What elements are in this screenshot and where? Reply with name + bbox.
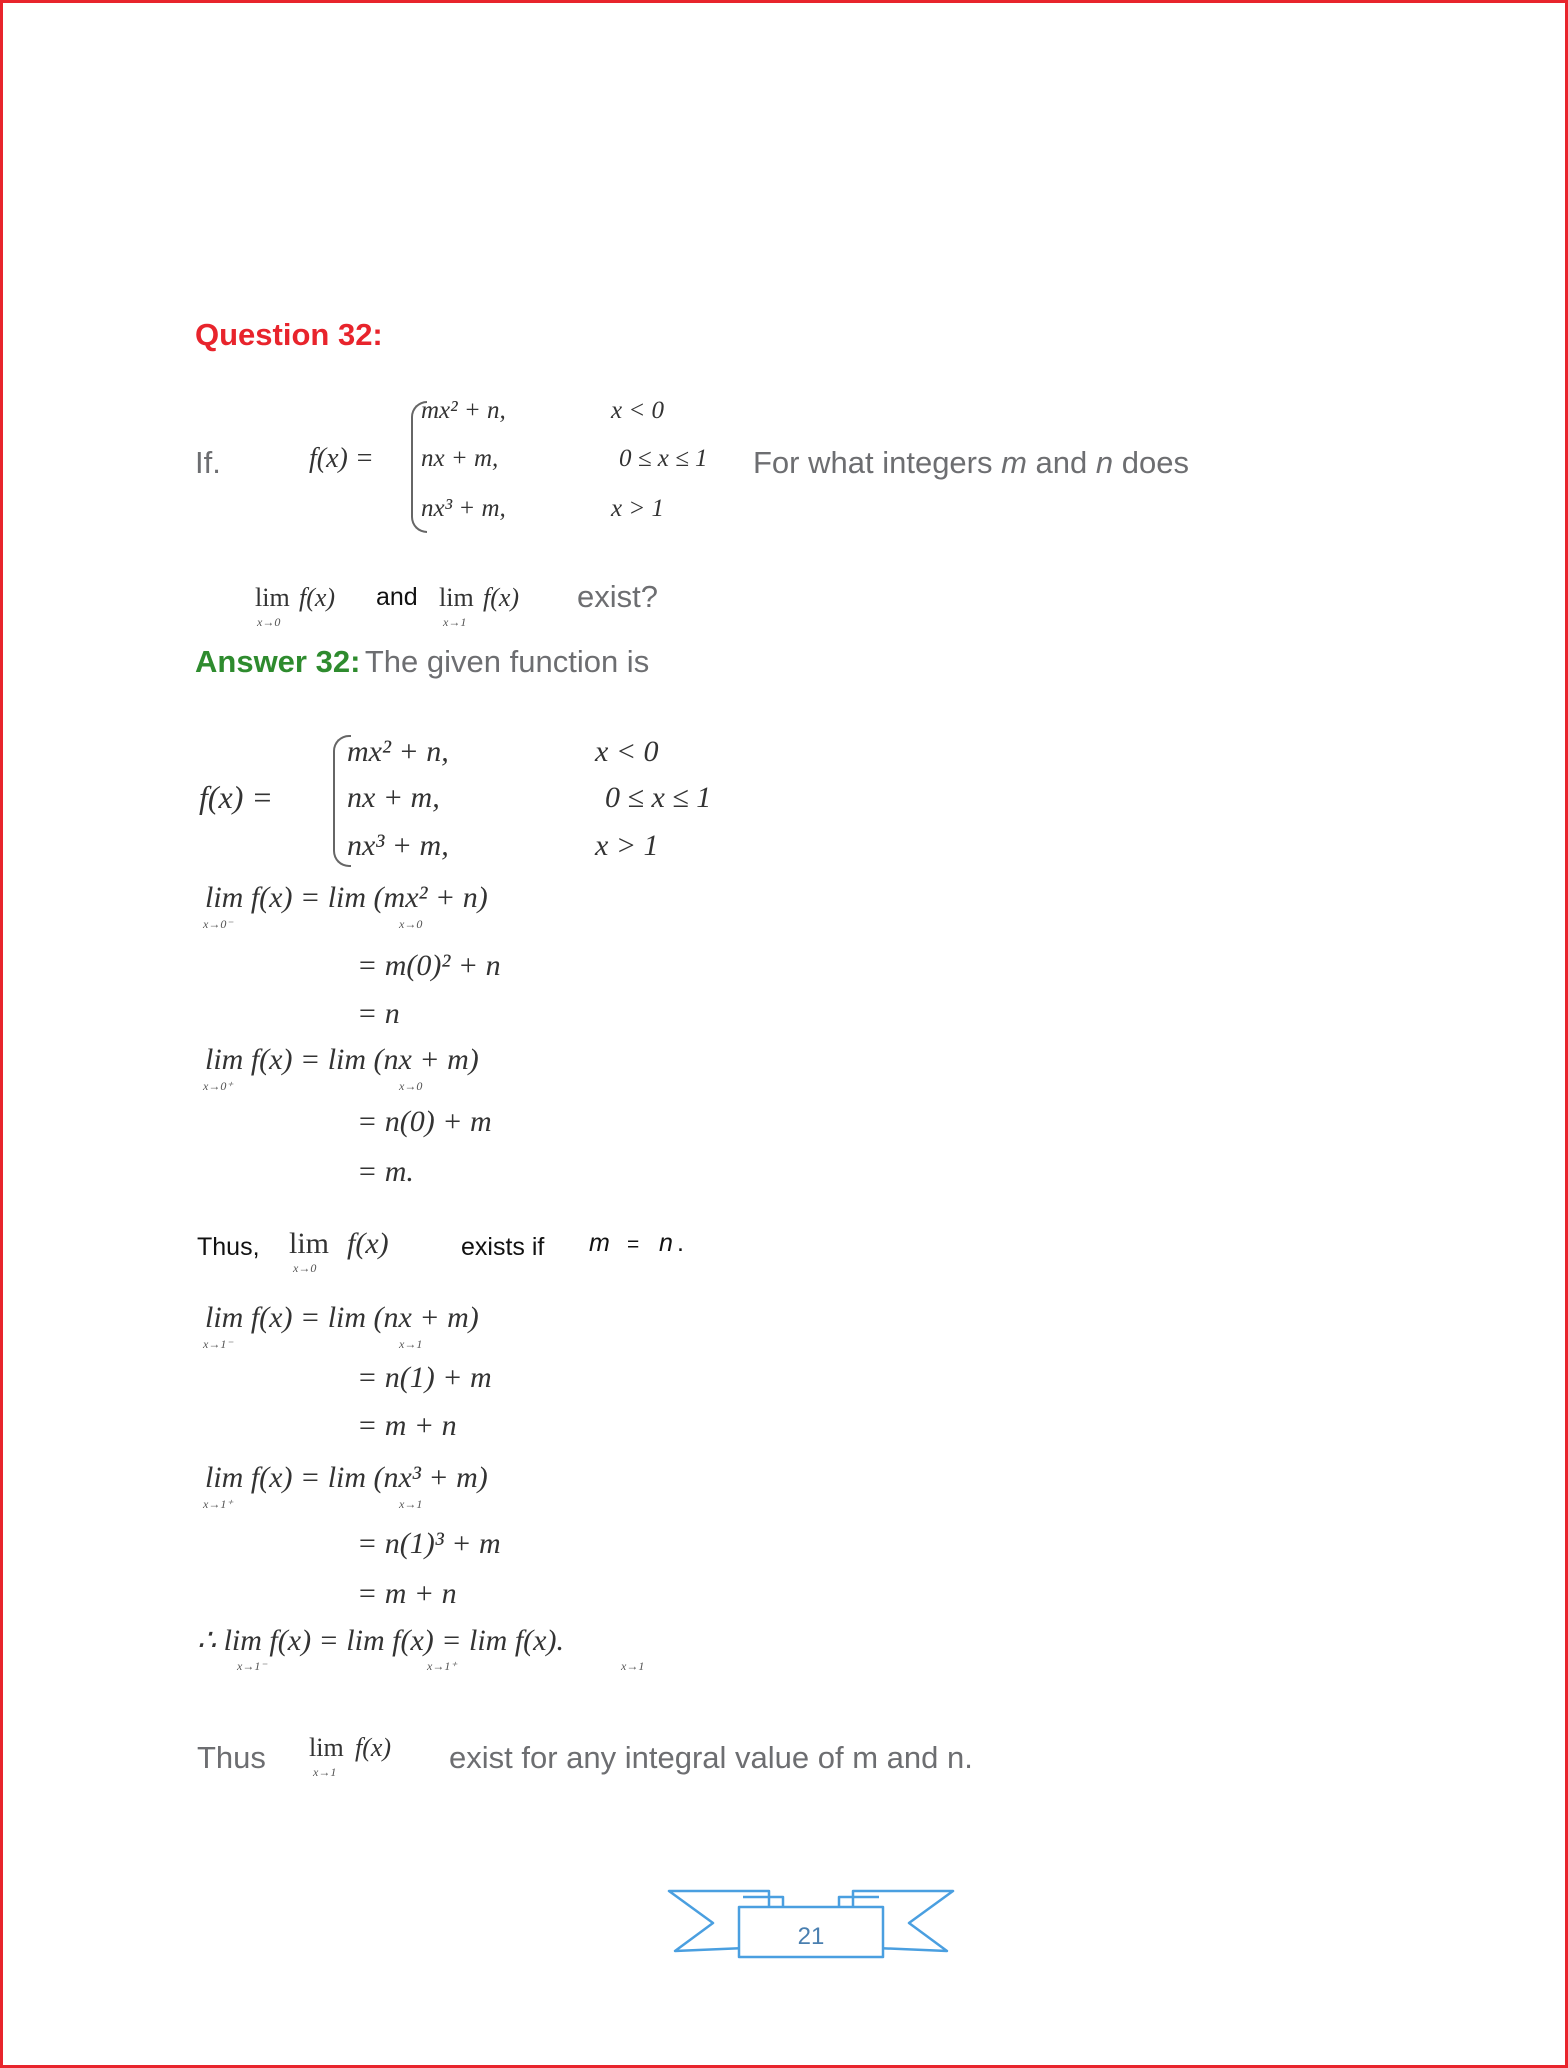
conclusion-text: exist for any integral value of m and n. [449,1740,973,1775]
thus1-exists-if: exists if [461,1233,545,1261]
question-tail-b: and [1026,445,1096,480]
answer-case-3-cond: x > 1 [595,829,659,862]
block4-lhs-sub2: x→1 [399,1497,423,1511]
question-tail-a: For what integers [753,445,1002,480]
question-exist: exist? [577,579,658,614]
thus1-period: . [677,1229,684,1257]
block4-lhs-sub1: x→1⁺ [203,1497,233,1511]
thus1-n: n [659,1229,673,1257]
block1-step1: = m(0)² + n [357,949,501,982]
thus1-m: m [589,1229,610,1257]
question-case-2-cond: 0 ≤ x ≤ 1 [619,445,708,472]
question-var-m: m [1001,445,1027,480]
block2-lhs-sub1: x→0⁺ [203,1079,233,1093]
block4-step2: = m + n [357,1577,457,1610]
question-case-3-cond: x > 1 [611,495,664,522]
therefore-expr: ∴ lim f(x) = lim f(x) = lim f(x). [197,1624,564,1657]
question-lim-0: lim [255,583,290,612]
answer-case-2-cond: 0 ≤ x ≤ 1 [605,781,712,814]
question-case-1-expr: mx² + n, [421,397,506,424]
block3-lhs-sub1: x→1⁻ [203,1337,233,1351]
thus1-lim: lim [289,1227,330,1260]
therefore-sub1: x→1⁻ [237,1659,267,1673]
block3-lhs-sub2: x→1 [399,1337,423,1351]
question-var-n: n [1095,445,1114,480]
block1-step2: = n [357,997,400,1030]
conclusion-sub: x→1 [313,1765,337,1779]
block1-lhs-sub2: x→0 [399,917,423,931]
question-case-2-expr: nx + m, [421,445,499,472]
page-number: 21 [797,1923,825,1950]
block3-lhs: lim f(x) = lim (nx + m) [205,1301,479,1334]
block3-step1: = n(1) + m [357,1361,492,1394]
question-intro: If. [195,445,221,480]
question-fx-1: f(x) [483,583,520,612]
conclusion-word: Thus [197,1740,266,1775]
block1-lhs-sub1: x→0⁻ [203,917,233,931]
block4-step1: = n(1)³ + m [357,1527,501,1560]
therefore-sub2: x→1⁺ [427,1659,457,1673]
question-lim-1: lim [439,583,474,612]
question-lim-0-sub: x→0 [257,615,281,629]
answer-heading: Answer 32: [195,644,361,679]
block2-step2: = m. [357,1155,414,1188]
question-case-3-expr: nx³ + m, [421,495,506,522]
question-case-1-cond: x < 0 [611,397,664,424]
therefore-sub3: x→1 [621,1659,645,1673]
question-fx-0: f(x) [299,583,336,612]
block1-lhs: lim f(x) = lim (mx² + n) [205,881,488,914]
answer-case-3-expr: nx³ + m, [347,829,449,862]
question-heading: Question 32: [195,317,383,352]
conclusion-lim: lim [309,1733,344,1762]
answer-case-1-cond: x < 0 [595,735,659,768]
block4-lhs: lim f(x) = lim (nx³ + m) [205,1461,488,1494]
answer-heading-line [195,644,649,680]
question-fx: f(x) = [309,443,374,474]
thus1-eq: = [627,1233,640,1256]
question-lim-1-sub: x→1 [443,615,467,629]
answer-fx: f(x) = [199,779,273,815]
answer-intro: The given function is [364,644,650,679]
thus1-fx: f(x) [347,1227,389,1260]
conclusion-fx: f(x) [355,1733,392,1762]
thus1-sub: x→0 [293,1261,317,1275]
thus1-word: Thus, [197,1233,260,1261]
block2-lhs-sub2: x→0 [399,1079,423,1093]
question-and: and [376,583,418,611]
block2-lhs: lim f(x) = lim (nx + m) [205,1043,479,1076]
question-tail [753,445,1189,481]
block2-step1: = n(0) + m [357,1105,492,1138]
answer-case-2-expr: nx + m, [347,781,440,814]
question-tail-c: does [1113,445,1189,480]
answer-case-1-expr: mx² + n, [347,735,449,768]
block3-step2: = m + n [357,1409,457,1442]
